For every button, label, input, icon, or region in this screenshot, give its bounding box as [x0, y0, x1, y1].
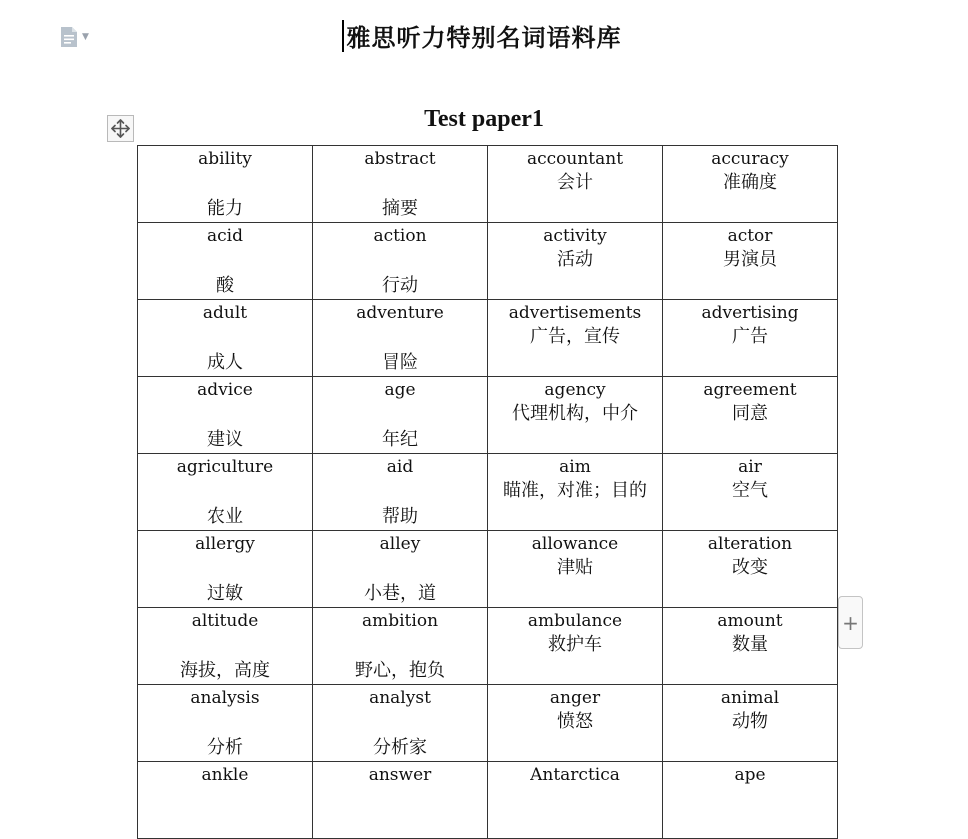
- chinese-translation: 能力: [207, 198, 243, 219]
- english-word: adventure: [356, 303, 444, 323]
- vocab-cell[interactable]: [138, 223, 313, 300]
- vocab-cell[interactable]: [663, 454, 838, 531]
- english-word: advice: [197, 380, 253, 400]
- chinese-translation: 过敏: [207, 583, 243, 604]
- chinese-translation: 农业: [207, 506, 243, 527]
- english-word: acid: [207, 226, 243, 246]
- vocab-cell[interactable]: [138, 608, 313, 685]
- vocab-cell[interactable]: [138, 685, 313, 762]
- vocab-cell[interactable]: [488, 685, 663, 762]
- english-word: alley: [379, 534, 421, 554]
- table-row: [138, 377, 838, 454]
- chinese-translation: 成人: [207, 352, 243, 373]
- table-row: [138, 454, 838, 531]
- table-row: [138, 685, 838, 762]
- chinese-translation: 小巷，道: [364, 583, 436, 604]
- vocab-cell[interactable]: [313, 608, 488, 685]
- english-word: alteration: [707, 534, 793, 554]
- english-word: ability: [198, 149, 252, 169]
- vocab-cell[interactable]: [138, 146, 313, 223]
- english-word: action: [373, 226, 427, 246]
- vocab-cell[interactable]: [663, 608, 838, 685]
- english-word: agriculture: [176, 457, 274, 477]
- english-word: ape: [734, 765, 766, 785]
- vocab-cell[interactable]: [488, 377, 663, 454]
- english-word: allowance: [531, 534, 619, 554]
- chinese-translation: 活动: [557, 249, 593, 270]
- vocab-cell[interactable]: [138, 531, 313, 608]
- vocab-cell[interactable]: [488, 223, 663, 300]
- english-word: anger: [549, 688, 601, 708]
- vocab-cell[interactable]: [138, 300, 313, 377]
- english-word: analysis: [190, 688, 260, 708]
- chinese-translation: 数量: [732, 634, 768, 655]
- table-row: [138, 531, 838, 608]
- vocab-cell[interactable]: [663, 223, 838, 300]
- chinese-translation: 男演员: [723, 249, 777, 270]
- english-word: aid: [386, 457, 414, 477]
- chinese-translation: 准确度: [723, 172, 777, 193]
- vocab-cell[interactable]: [313, 762, 488, 839]
- vocab-cell[interactable]: [488, 454, 663, 531]
- vocab-cell[interactable]: [313, 685, 488, 762]
- vocab-cell[interactable]: [663, 685, 838, 762]
- english-word: accuracy: [711, 149, 789, 169]
- english-word: activity: [543, 226, 607, 246]
- chinese-translation: 空气: [732, 480, 768, 501]
- chinese-translation: 摘要: [382, 198, 418, 219]
- chinese-translation: 救护车: [548, 634, 602, 655]
- english-word: age: [384, 380, 416, 400]
- chinese-translation: 代理机构，中介: [512, 403, 638, 424]
- english-word: amount: [717, 611, 783, 631]
- chinese-translation: 津贴: [557, 557, 593, 578]
- chinese-translation: 广告，宣传: [530, 326, 620, 347]
- chinese-translation: 同意: [732, 403, 768, 424]
- english-word: ambulance: [527, 611, 623, 631]
- english-word: animal: [720, 688, 780, 708]
- english-word: agreement: [703, 380, 797, 400]
- chinese-translation: 帮助: [382, 506, 418, 527]
- table-row: [138, 608, 838, 685]
- chinese-translation: 广告: [732, 326, 768, 347]
- vocab-cell[interactable]: [138, 454, 313, 531]
- table-row: [138, 300, 838, 377]
- vocab-cell[interactable]: [138, 762, 313, 839]
- chinese-translation: 分析家: [373, 737, 427, 758]
- vocab-cell[interactable]: [313, 531, 488, 608]
- vocab-cell[interactable]: [488, 300, 663, 377]
- english-word: analyst: [369, 688, 431, 708]
- chinese-translation: 动物: [732, 711, 768, 732]
- english-word: adult: [202, 303, 248, 323]
- english-word: actor: [727, 226, 773, 246]
- table-row: [138, 762, 838, 839]
- vocab-cell[interactable]: [488, 146, 663, 223]
- english-word: answer: [368, 765, 432, 785]
- vocab-cell[interactable]: [663, 531, 838, 608]
- vocab-cell[interactable]: [488, 531, 663, 608]
- chinese-translation: 愤怒: [557, 711, 593, 732]
- vocab-cell[interactable]: [663, 377, 838, 454]
- vocab-cell[interactable]: [663, 300, 838, 377]
- vocab-cell[interactable]: [313, 377, 488, 454]
- english-word: air: [738, 457, 762, 477]
- english-word: ankle: [201, 765, 249, 785]
- vocab-cell[interactable]: [663, 762, 838, 839]
- english-word: agency: [544, 380, 606, 400]
- vocab-cell[interactable]: [313, 454, 488, 531]
- chinese-translation: 酸: [216, 275, 234, 296]
- chinese-translation: 冒险: [382, 352, 418, 373]
- english-word: ambition: [361, 611, 439, 631]
- chinese-translation: 行动: [382, 275, 418, 296]
- chinese-translation: 建议: [207, 429, 243, 450]
- chinese-translation: 改变: [732, 557, 768, 578]
- english-word: Antarctica: [530, 765, 620, 785]
- chinese-translation: 分析: [207, 737, 243, 758]
- vocabulary-table: [137, 145, 838, 839]
- page-title: 雅思听力特别名词语料库: [346, 24, 622, 52]
- english-word: aim: [559, 457, 591, 477]
- table-row: [138, 146, 838, 223]
- english-word: advertising: [701, 303, 799, 323]
- vocab-cell[interactable]: [313, 146, 488, 223]
- chinese-translation: 年纪: [382, 429, 418, 450]
- vocab-cell[interactable]: [313, 223, 488, 300]
- vocab-cell[interactable]: [138, 377, 313, 454]
- english-word: advertisements: [508, 303, 642, 323]
- add-column-button[interactable]: +: [838, 596, 863, 649]
- english-word: allergy: [195, 534, 255, 554]
- caret-down-icon: ▼: [82, 32, 89, 42]
- chinese-translation: 野心，抱负: [355, 660, 445, 681]
- table-row: [138, 223, 838, 300]
- vocab-cell[interactable]: [313, 300, 488, 377]
- english-word: accountant: [526, 149, 624, 169]
- chinese-translation: 瞄准，对准；目的: [503, 480, 647, 501]
- english-word: abstract: [364, 149, 436, 169]
- vocab-cell[interactable]: [663, 146, 838, 223]
- english-word: altitude: [191, 611, 259, 631]
- text-cursor: [342, 20, 344, 52]
- vocab-cell[interactable]: [488, 608, 663, 685]
- table-title: Test paper1: [424, 106, 544, 132]
- chinese-translation: 会计: [557, 172, 593, 193]
- chinese-translation: 海拔，高度: [180, 660, 270, 681]
- vocab-cell[interactable]: [488, 762, 663, 839]
